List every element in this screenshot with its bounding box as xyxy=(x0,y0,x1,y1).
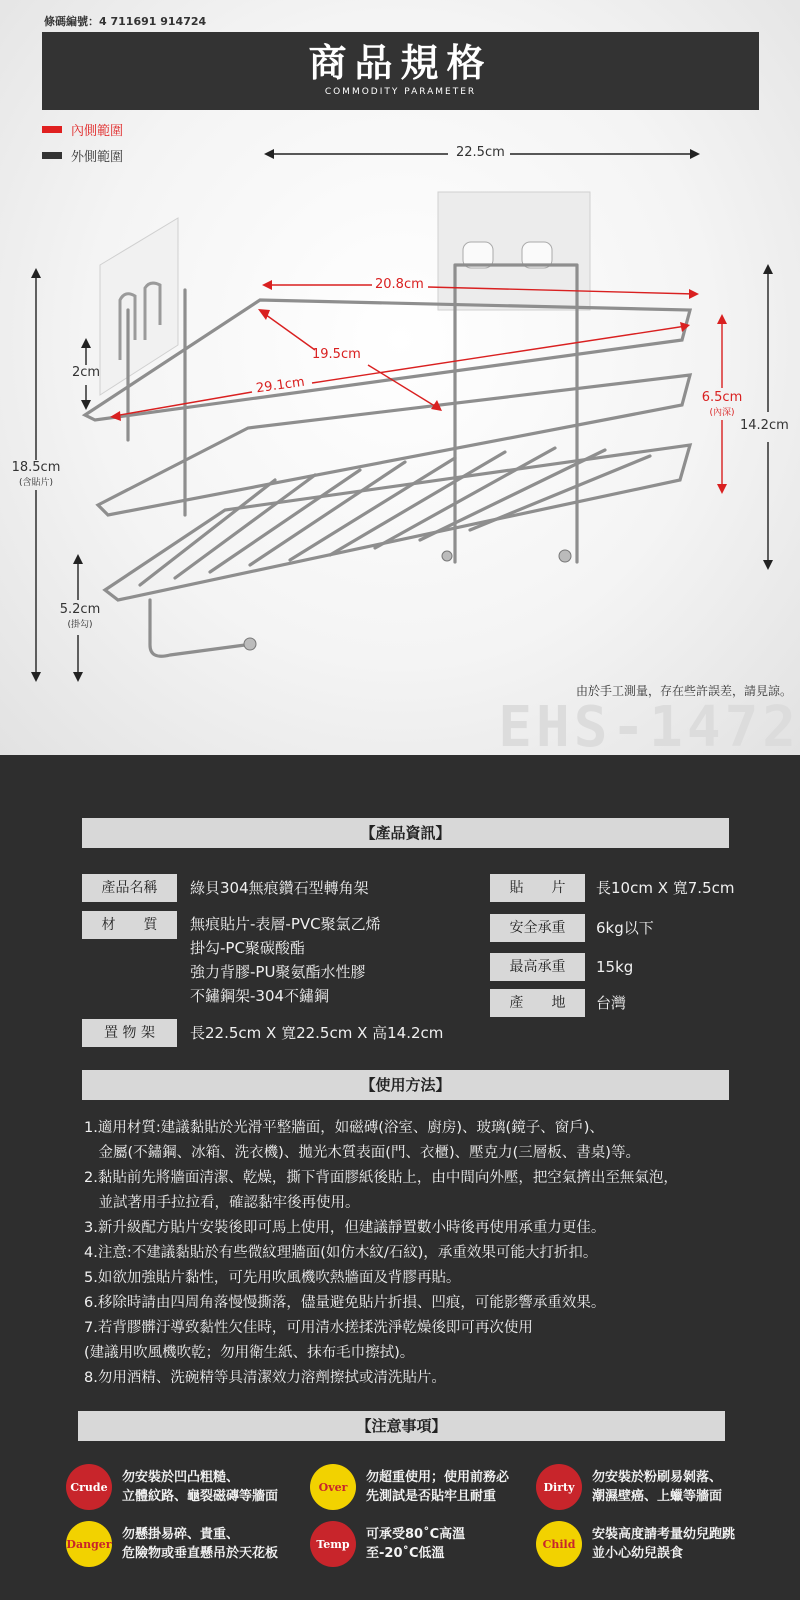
value-origin: 台灣 xyxy=(596,994,627,1012)
dim-diag-29-1: 29.1cm xyxy=(255,374,306,397)
legend-outer-label: 外側範圍 xyxy=(71,150,124,165)
caution-line: 立體紋路、龜裂磁磚等牆面 xyxy=(122,1489,279,1504)
caution-line: 先測試是否貼牢且耐重 xyxy=(366,1489,497,1504)
caution-crude xyxy=(66,1464,278,1510)
caution-child xyxy=(536,1521,735,1567)
hook-knob-front xyxy=(244,638,256,650)
usage-line: 3.新升級配方貼片安裝後即可馬上使用，但建議靜置數小時後再使用承重力更佳。 xyxy=(84,1220,606,1236)
dim-hook xyxy=(56,602,104,630)
over-badge-icon: Over xyxy=(310,1464,356,1510)
caution-temp xyxy=(310,1521,465,1567)
dim-height-total xyxy=(10,460,62,488)
dim-depth-note: (內深) xyxy=(709,408,735,418)
label-material: 材 質 xyxy=(82,911,177,939)
value-pad: 長10cm X 寬7.5cm xyxy=(596,879,735,897)
value-material xyxy=(190,912,381,1008)
label-max-load: 最高承重 xyxy=(490,953,585,981)
usage-list xyxy=(84,1116,744,1391)
caution-over xyxy=(310,1464,509,1510)
label-safe-load: 安全承重 xyxy=(490,914,585,942)
usage-line: 1.適用材質:建議黏貼於光滑平整牆面，如磁磚(浴室、廚房)、玻璃(鏡子、窗戶)、 xyxy=(84,1120,604,1136)
dim-width-outer: 22.5cm xyxy=(456,145,505,160)
caution-line: 潮濕壁癌、上蠟等牆面 xyxy=(592,1489,723,1504)
label-rack: 置 物 架 xyxy=(82,1019,177,1047)
measure-note: 由於手工測量，存在些許誤差，請見諒。 xyxy=(575,684,792,698)
value-safe-load: 6kg以下 xyxy=(596,919,654,937)
hook-knob-mid xyxy=(442,551,452,561)
caution-text xyxy=(592,1525,735,1563)
model-watermark: EHS-1472 xyxy=(498,695,800,760)
barcode-text: 條碼編號：4 711691 914724 xyxy=(44,15,207,28)
value-product-name: 綠貝304無痕鑽石型轉角架 xyxy=(190,879,369,897)
caution-line: 至-20˚C低溫 xyxy=(366,1546,445,1561)
caution-text xyxy=(366,1468,509,1506)
caution-heading: 【注意事項】 xyxy=(78,1411,725,1441)
value-max-load: 15kg xyxy=(596,958,634,976)
legend-inner-label: 內側範圍 xyxy=(71,124,124,139)
usage-line: 7.若背膠髒汙導致黏性欠佳時，可用清水搓揉洗淨乾燥後即可再次使用 xyxy=(84,1320,533,1336)
material-line: 強力背膠-PU聚氨酯水性膠 xyxy=(190,963,366,981)
usage-heading: 【使用方法】 xyxy=(82,1070,729,1100)
caution-line: 並小心幼兒誤食 xyxy=(592,1546,684,1561)
caution-text xyxy=(122,1525,278,1563)
usage-line: 並試著用手拉拉看，確認黏牢後再使用。 xyxy=(84,1195,360,1211)
hook-knob-back xyxy=(559,550,571,562)
dim-depth-value: 6.5cm xyxy=(701,390,743,405)
dim-hook-value: 5.2cm xyxy=(59,602,101,617)
label-origin: 產 地 xyxy=(490,989,585,1017)
dim-depth xyxy=(698,390,746,418)
crude-badge-icon: Crude xyxy=(66,1464,112,1510)
usage-line: (建議用吹風機吹乾；勿用衛生紙、抹布毛巾擦拭)。 xyxy=(84,1345,415,1361)
info-heading: 【產品資訊】 xyxy=(82,818,729,848)
banner-subtitle: COMMODITY PARAMETER xyxy=(324,87,477,97)
caution-line: 勿懸掛易碎、貴重、 xyxy=(122,1527,240,1542)
material-line: 無痕貼片-表層-PVC聚氯乙烯 xyxy=(190,915,381,933)
caution-danger xyxy=(66,1521,278,1567)
inner-dimension-lines xyxy=(114,285,722,490)
caution-line: 勿超重使用；使用前務必 xyxy=(366,1470,510,1485)
material-line: 掛勾-PC聚碳酸酯 xyxy=(190,939,305,957)
caution-line: 安裝高度請考量幼兒跑跳 xyxy=(592,1527,736,1542)
dim-height-14-2: 14.2cm xyxy=(740,418,789,433)
danger-badge-icon: Danger xyxy=(66,1521,112,1567)
product-illustration xyxy=(0,0,800,755)
temp-badge-icon: Temp xyxy=(310,1521,356,1567)
outer-dimension-lines xyxy=(36,154,768,678)
caution-line: 勿安裝於凹凸粗糙、 xyxy=(122,1470,240,1485)
usage-line: 5.如欲加強貼片黏性，可先用吹風機吹熱牆面及背膠再貼。 xyxy=(84,1270,461,1286)
dim-gap-2: 2cm xyxy=(72,365,101,380)
label-pad: 貼 片 xyxy=(490,874,585,902)
usage-line: 金屬(不鏽鋼、冰箱、洗衣機)、拋光木質表面(門、衣櫃)、壓克力(三層板、書桌)等。 xyxy=(84,1145,640,1161)
label-product-name: 產品名稱 xyxy=(82,874,177,902)
adhesive-pad-left xyxy=(100,218,178,395)
caution-text xyxy=(122,1468,278,1506)
adhesive-pad-right xyxy=(438,192,590,310)
usage-line: 6.移除時請由四周角落慢慢撕落，儘量避免貼片折損、凹痕，可能影響承重效果。 xyxy=(84,1295,606,1311)
dim-inner-19-5: 19.5cm xyxy=(312,347,361,362)
dirty-badge-icon: Dirty xyxy=(536,1464,582,1510)
dim-height-total-value: 18.5cm xyxy=(11,460,61,475)
child-badge-icon: Child xyxy=(536,1521,582,1567)
caution-text xyxy=(592,1468,722,1506)
spec-diagram-area xyxy=(0,0,800,760)
material-line: 不鏽鋼架-304不鏽鋼 xyxy=(190,987,330,1005)
outer-arrowheads xyxy=(31,149,773,682)
usage-line: 8.勿用酒精、洗碗精等具清潔效力溶劑擦拭或清洗貼片。 xyxy=(84,1370,446,1386)
dim-height-total-note: (含貼片) xyxy=(18,478,54,488)
caution-line: 勿安裝於粉刷易剝落、 xyxy=(592,1470,723,1485)
caution-line: 危險物或垂直懸吊於天花板 xyxy=(122,1546,279,1561)
caution-line: 可承受80˚C高溫 xyxy=(366,1527,466,1542)
value-rack: 長22.5cm X 寬22.5cm X 高14.2cm xyxy=(190,1024,444,1042)
usage-line: 4.注意:不建議黏貼於有些微紋理牆面(如仿木紋/石紋)，承重效果可能大打折扣。 xyxy=(84,1245,598,1261)
dim-inner-20-8: 20.8cm xyxy=(375,277,424,292)
banner-title: 商品規格 xyxy=(308,41,493,85)
caution-text xyxy=(366,1525,465,1563)
caution-dirty xyxy=(536,1464,722,1510)
usage-line: 2.黏貼前先將牆面清潔、乾燥，撕下背面膠紙後貼上，由中間向外壓，把空氣擠出至無氣泡， xyxy=(84,1170,678,1186)
dim-hook-note: (掛勾) xyxy=(67,620,93,630)
